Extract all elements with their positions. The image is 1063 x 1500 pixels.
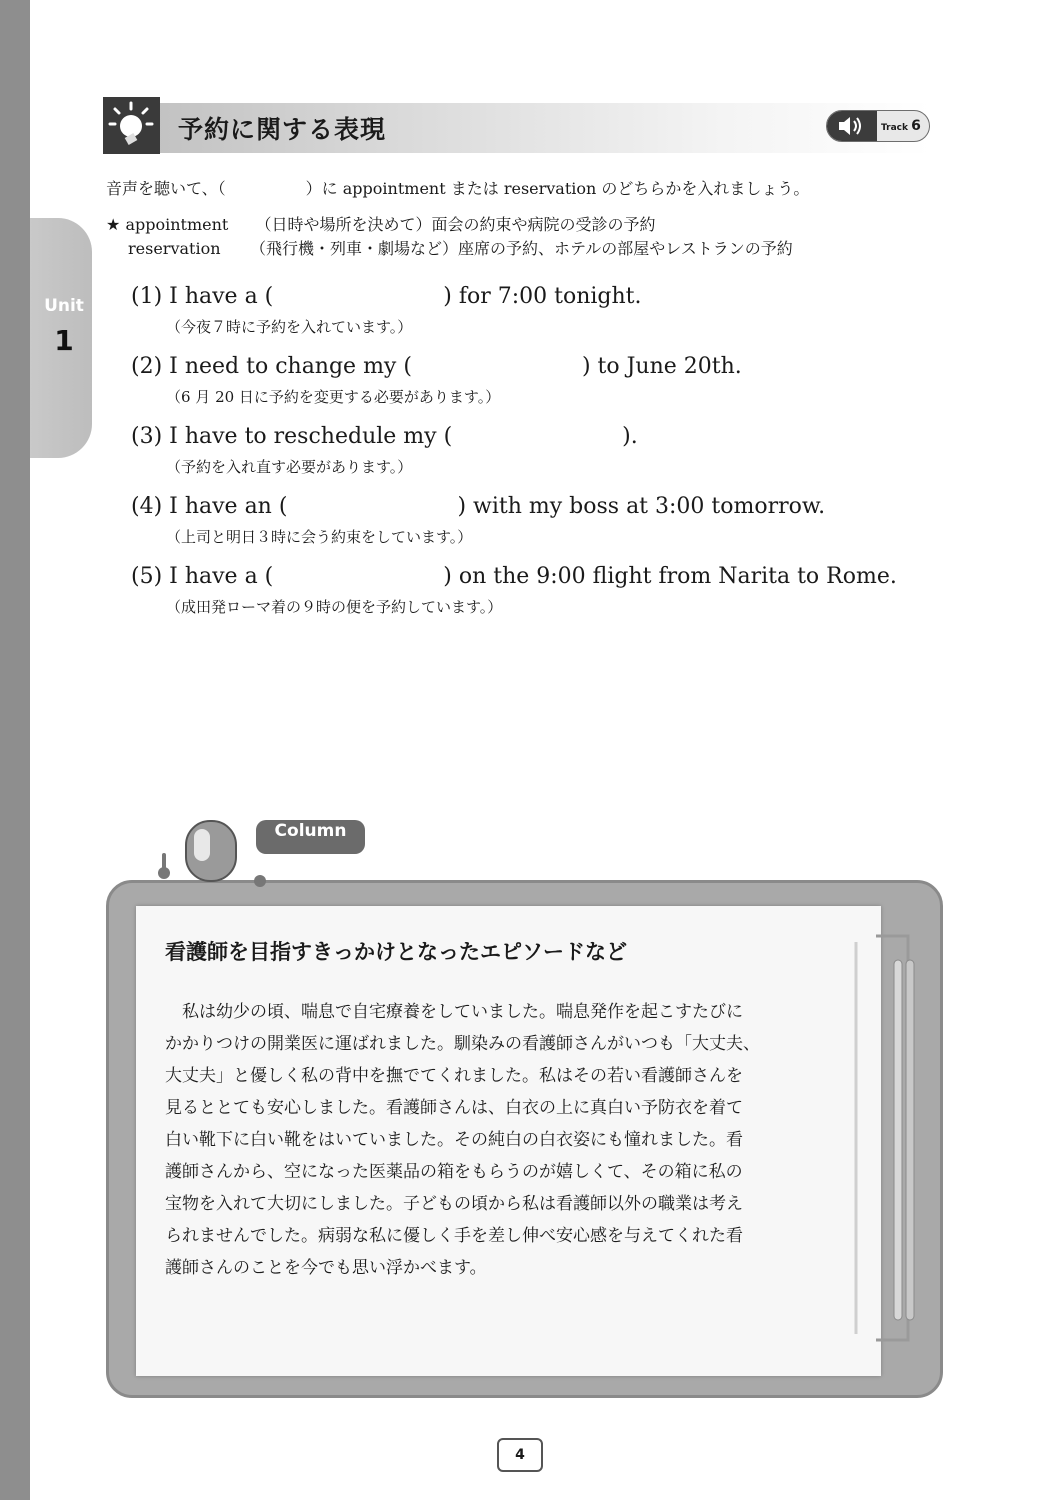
column-label: Column [256, 820, 365, 854]
question-text: (2) I need to change my ( [131, 354, 412, 379]
column-line: かかりつけの開業医に運ばれました。馴染みの看護師さんがいつも「大丈夫、 [165, 1034, 760, 1054]
clipboard-clip-icon [846, 932, 916, 1344]
question-text: (3) I have to reschedule my ( [131, 424, 453, 449]
column-body [165, 996, 813, 1284]
unit-number: 1 [54, 324, 74, 357]
column-line: 宝物を入れて大切にしました。子どもの頃から私は看護師以外の職業は考え [165, 1194, 743, 1214]
section-title: 予約に関する表現 [178, 115, 387, 144]
track-number: 6 [911, 118, 921, 134]
column-line: 白い靴下に白い靴をはいていました。その純白の白衣姿にも憧れました。看 [165, 1130, 743, 1150]
column-line: 護師さんから、空になった医薬品の箱をもらうのが嬉しくて、その箱に私の [165, 1162, 743, 1182]
note-term: reservation [128, 239, 221, 258]
question-5-translation: （成田発ローマ着の９時の便を予約しています。） [166, 598, 503, 616]
question-2-translation: （6 月 20 日に予約を変更する必要があります。） [166, 388, 501, 406]
question-4 [131, 494, 825, 519]
question-3 [131, 424, 638, 449]
question-text: (1) I have a ( [131, 284, 274, 309]
question-text: ) with my boss at 3:00 tomorrow. [457, 494, 826, 519]
question-text: (5) I have a ( [131, 564, 274, 589]
column-line: られませんでした。病弱な私に優しく手を差し伸べ安心感を与えてくれた看 [165, 1226, 743, 1246]
column-title: 看護師を目指すきっかけとなったエピソードなど [165, 940, 627, 964]
note-description: （日時や場所を決めて）面会の約束や病院の受診の予約 [255, 215, 656, 234]
question-text: ) to June 20th. [581, 354, 742, 379]
unit-label: Unit [44, 296, 84, 316]
note-description: （飛行機・列車・劇場など）座席の予約、ホテルの部屋やレストランの予約 [250, 239, 793, 258]
star-icon: ★ [106, 215, 126, 234]
column-line: 護師さんのことを今でも思い浮かべます。 [165, 1258, 487, 1278]
column-line: 私は幼少の頃、喘息で自宅療養をしていました。喘息発作を起こすたびに [165, 1002, 743, 1022]
question-5 [131, 564, 897, 589]
track-label [881, 118, 921, 134]
page-spine [0, 0, 30, 1500]
question-1-translation: （今夜７時に予約を入れています。） [166, 318, 413, 336]
lightbulb-icon [103, 97, 160, 154]
track-label-text: Track [881, 123, 908, 133]
question-3-translation: （予約を入れ直す必要があります。） [166, 458, 413, 476]
question-text: ). [622, 424, 638, 449]
question-text: ) on the 9:00 flight from Narita to Rome. [443, 564, 897, 589]
note-term: appointment [125, 215, 229, 234]
speaker-icon [827, 111, 877, 141]
page-number: 4 [497, 1438, 543, 1472]
question-text: ) for 7:00 tonight. [443, 284, 642, 309]
question-text: (4) I have an ( [131, 494, 288, 519]
note-reservation [128, 236, 793, 259]
question-1 [131, 284, 642, 309]
question-2 [131, 354, 742, 379]
instruction-text: 音声を聴いて、（ ）に appointment または reservation のどちらかを入れましょう。 [106, 179, 810, 198]
audio-track-button[interactable] [826, 110, 930, 142]
column-line: 見るととても安心しました。看護師さんは、白衣の上に真白い予防衣を着て [165, 1098, 743, 1118]
note-appointment [106, 212, 655, 235]
question-4-translation: （上司と明日３時に会う約束をしています。） [166, 528, 473, 546]
column-line: 大丈夫」と優しく私の背中を撫でてくれました。私はその若い看護師さんを [165, 1066, 743, 1086]
